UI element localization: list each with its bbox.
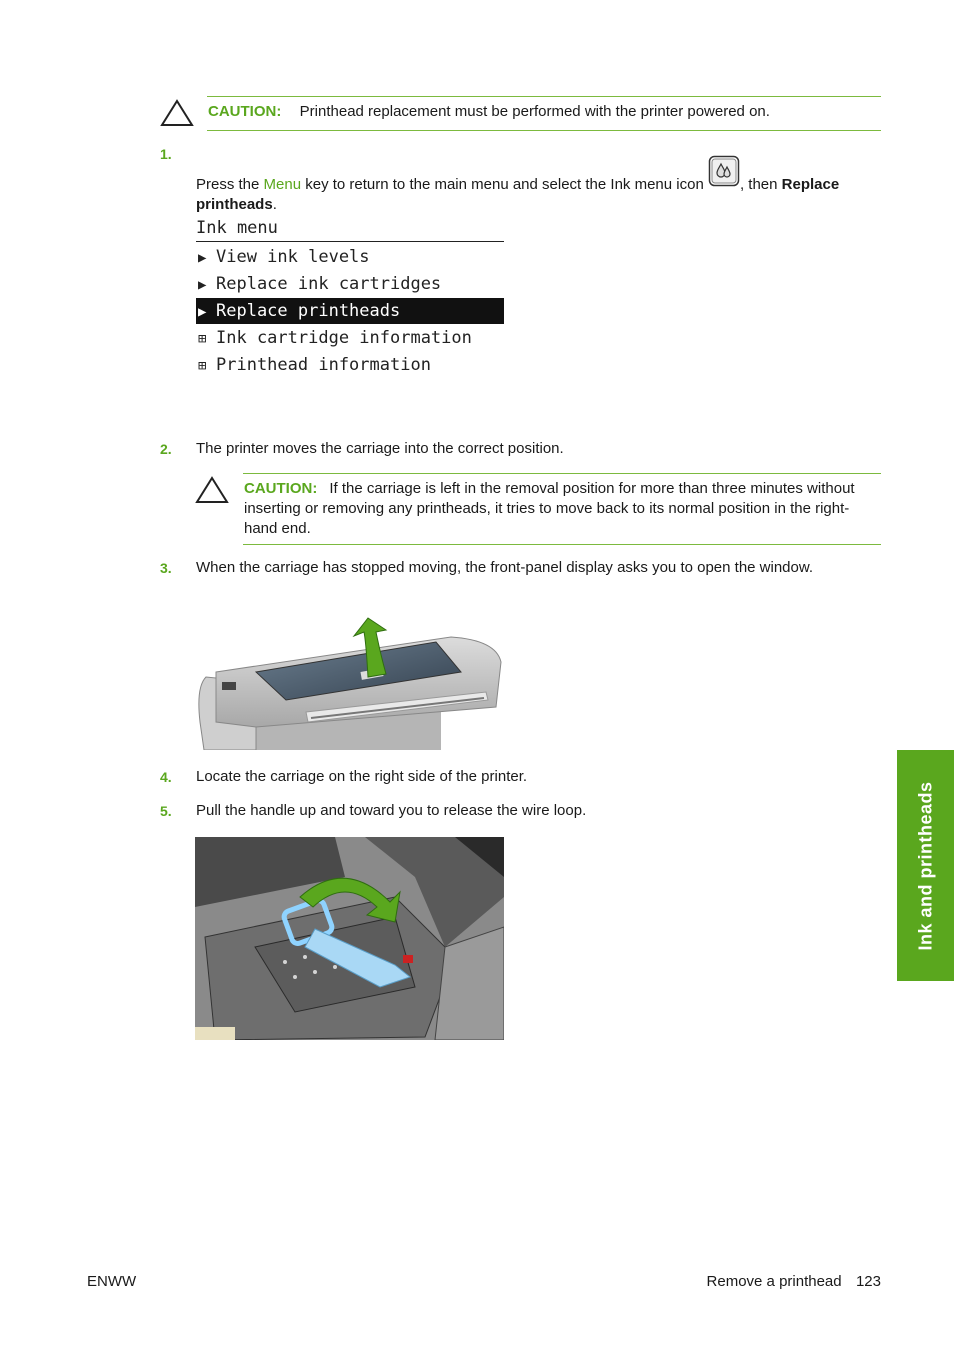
footer-section-title: Remove a printhead: [706, 1273, 842, 1290]
step2-text: The printer moves the carriage into the correct position.: [196, 440, 564, 457]
step5-number: 5.: [160, 803, 172, 819]
chapter-side-tab: [897, 750, 954, 981]
caution2-top-rule: [243, 473, 881, 474]
step1-bold1: Replace: [781, 176, 840, 193]
menu-key: Menu: [263, 176, 302, 193]
caution2-line3: hand end.: [244, 520, 311, 537]
menu-item-label: Printhead information: [216, 355, 431, 375]
menu-item-label: Replace printheads: [216, 301, 401, 321]
step1-end: .: [272, 196, 277, 213]
step1-number: 1.: [160, 146, 172, 162]
menu-item-replace-ink-cartridges[interactable]: [196, 271, 504, 297]
caution2: [244, 479, 884, 539]
arrow-right-icon: ▶: [198, 277, 207, 293]
ink-menu-rule: [196, 241, 504, 242]
caution1-bottom-rule: [207, 130, 881, 131]
step4-text: Locate the carriage on the right side of the printer.: [196, 768, 528, 785]
footer-right: [707, 1272, 881, 1292]
ink-menu-title: Ink menu: [196, 218, 278, 238]
step4-number: 4.: [160, 769, 172, 785]
expand-box-icon: ⊞: [198, 358, 207, 374]
caution1: [208, 102, 888, 122]
step1-text: [196, 161, 886, 215]
arrow-right-icon: ▶: [198, 250, 207, 266]
expand-box-icon: ⊞: [198, 331, 207, 347]
menu-item-view-ink-levels[interactable]: [196, 244, 504, 270]
step1-bold2: printheads: [196, 196, 273, 213]
chapter-side-tab-label: Ink and printheads: [915, 780, 935, 951]
menu-item-replace-printheads[interactable]: [196, 298, 504, 324]
caution-triangle-icon: [160, 99, 194, 127]
menu-item-label: View ink levels: [216, 247, 370, 267]
page-number: 123: [855, 1273, 881, 1290]
step2-number: 2.: [160, 441, 172, 457]
caution2-line1: If the carriage is left in the removal position for more than three minutes without: [329, 480, 855, 497]
arrow-right-icon: ▶: [198, 304, 207, 320]
footer-left: ENWW: [87, 1273, 137, 1290]
caution2-bottom-rule: [243, 544, 881, 545]
menu-item-printhead-information[interactable]: [196, 352, 504, 378]
menu-item-label: Ink cartridge information: [216, 328, 472, 348]
caution1-label: CAUTION:: [208, 103, 282, 120]
step3-text: When the carriage has stopped moving, the front-panel display asks you to open the window.: [196, 559, 814, 576]
ink-drops-icon: [708, 155, 740, 185]
caution2-line2: inserting or removing any printheads, it tries to move back to its normal position in the right-: [244, 500, 850, 517]
step5-text: Pull the handle up and toward you to release the wire loop.: [196, 802, 587, 819]
menu-item-label: Replace ink cartridges: [216, 274, 442, 294]
step1-mid: key to return to the main menu and select the Ink menu icon: [301, 176, 708, 193]
step1-pre: Press the: [196, 176, 264, 193]
caution1-top-rule: [207, 96, 881, 97]
caution2-label: CAUTION:: [244, 480, 318, 497]
carriage-handle-illustration: [195, 837, 504, 1040]
menu-item-ink-cartridge-information[interactable]: [196, 325, 504, 351]
caution-triangle-icon: [195, 476, 229, 504]
step1-post: , then: [739, 176, 782, 193]
caution1-text: Printhead replacement must be performed with the printer powered on.: [299, 103, 770, 120]
printer-open-window-illustration: [196, 612, 504, 750]
step3-number: 3.: [160, 560, 172, 576]
